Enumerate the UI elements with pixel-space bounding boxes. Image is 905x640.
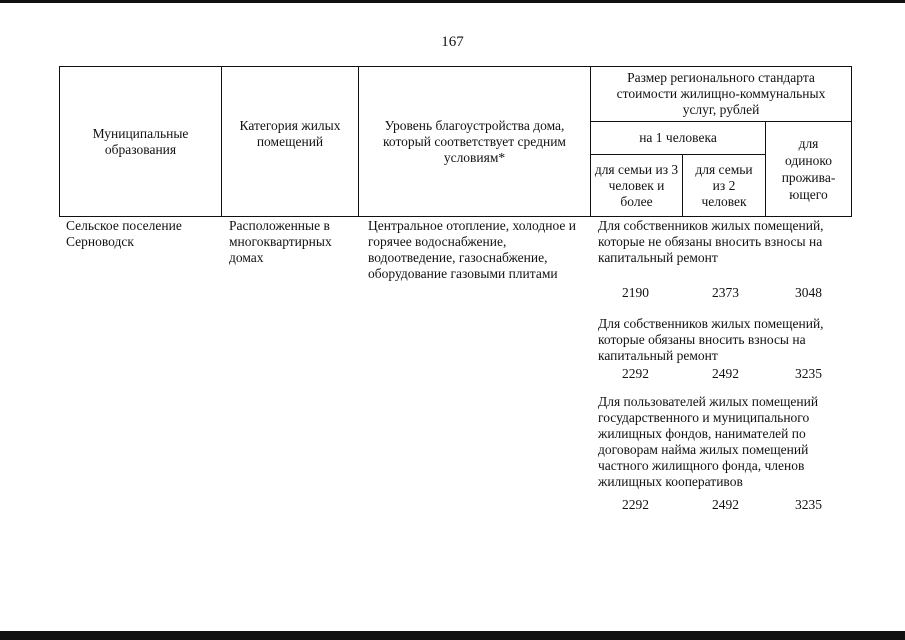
group-description: Для собственников жилых помещений, которые обязаны вносить взносы на капитальный ремонт xyxy=(598,316,824,363)
header-housing-category: Категория жилых помещений xyxy=(222,67,359,217)
body-amenity-level: Центральное отопление, холодное и горячее водоснабжение, водоотведение, газоснабжение, оборудование газовыми плитами xyxy=(368,218,576,281)
header-standard-size: Размер регионального стандарта стоимости жилищно-коммунальных услуг, рублей xyxy=(591,67,852,122)
header-family-3-plus: для семьи из 3 человек и более xyxy=(591,155,683,217)
body-municipality: Сельское поселение Серноводск xyxy=(66,218,182,249)
body-housing-category: Расположенные в многоквартирных домах xyxy=(229,218,332,265)
value-family-3-plus: 2292 xyxy=(622,497,649,512)
header-single-resident: для одиноко прожива-ющего xyxy=(766,122,852,217)
value-family-2: 2492 xyxy=(712,366,739,381)
value-single: 3048 xyxy=(795,285,822,300)
value-single: 3235 xyxy=(795,497,822,512)
header-table xyxy=(59,66,852,217)
header-amenity-level: Уровень благоустройства дома, который соответствует средним условиям* xyxy=(359,67,591,217)
page-border-bottom xyxy=(0,631,905,640)
header-family-2: для семьи из 2 человек xyxy=(683,155,766,217)
value-family-2: 2492 xyxy=(712,497,739,512)
value-family-2: 2373 xyxy=(712,285,739,300)
value-single: 3235 xyxy=(795,366,822,381)
header-municipality: Муниципальные образования xyxy=(60,67,222,217)
group-description: Для собственников жилых помещений, которые не обязаны вносить взносы на капитальный ремонт xyxy=(598,218,824,265)
value-family-3-plus: 2292 xyxy=(622,366,649,381)
page-number: 167 xyxy=(441,34,464,50)
value-family-3-plus: 2190 xyxy=(622,285,649,300)
page-border-top xyxy=(0,0,905,3)
header-per-person: на 1 человека xyxy=(591,122,766,155)
group-description: Для пользователей жилых помещений государственного и муниципального жилищных фондов, нанимателей по договорам найма жилых помещений частного жилищного фонда, членов жилищных кооперативов xyxy=(598,394,819,489)
